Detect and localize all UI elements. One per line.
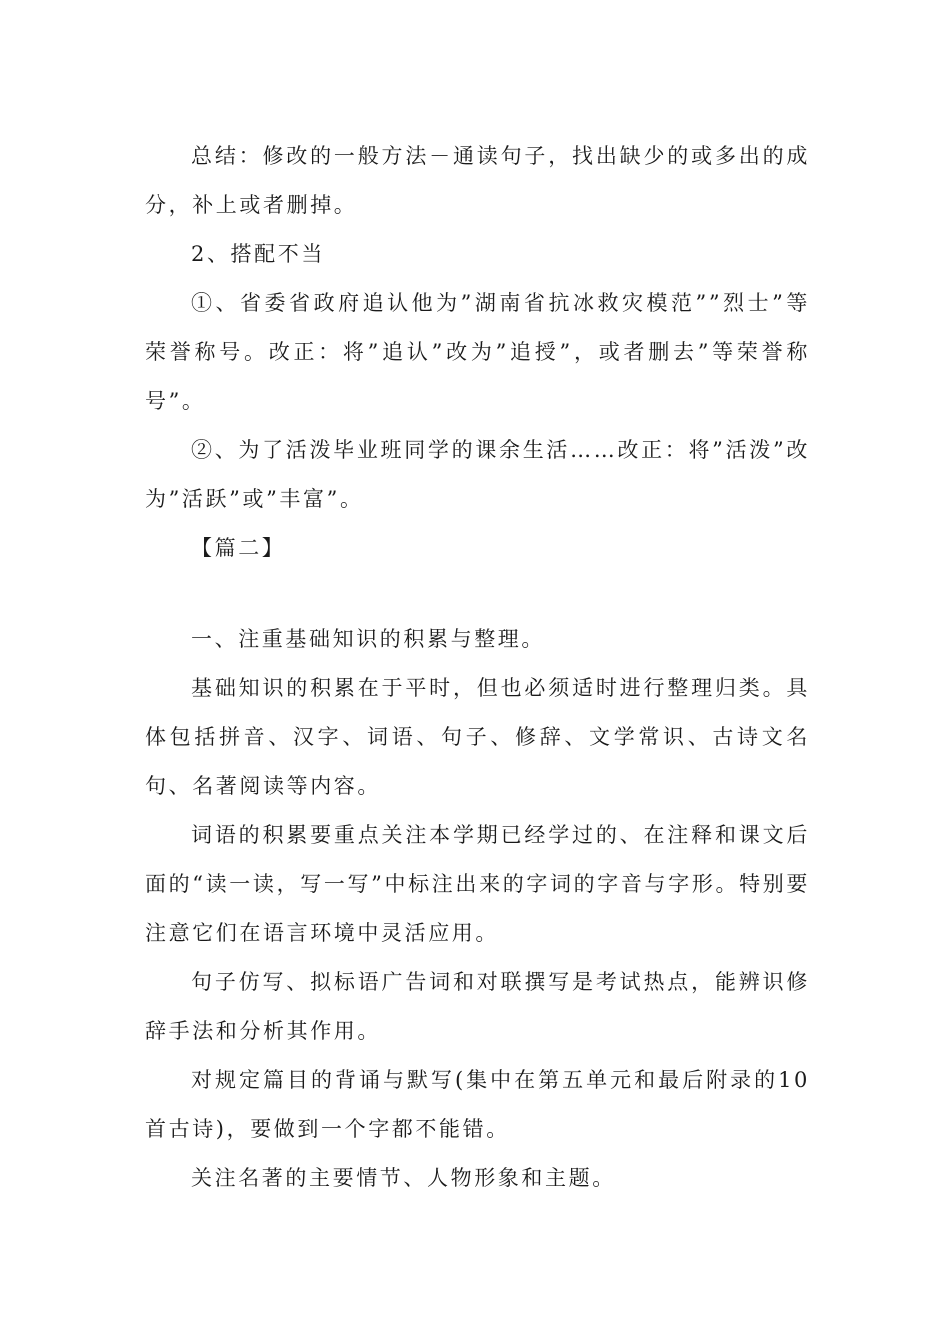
paragraph-summary: 总结：修改的一般方法－通读句子，找出缺少的或多出的成分，补上或者删掉。 [145, 144, 810, 217]
paragraph-classics: 关注名著的主要情节、人物形象和主题。 [191, 1166, 616, 1190]
section-heading: 【篇二】 [191, 536, 286, 560]
paragraph-point-1: 一、注重基础知识的积累与整理。 [191, 627, 545, 651]
paragraph-example-1: ①、省委省政府追认他为”湖南省抗冰救灾模范””烈士”等荣誉称号。改正：将”追认”改为”追授”，或者删去”等荣誉称号”。 [145, 291, 810, 413]
paragraph-recitation: 对规定篇目的背诵与默写(集中在第五单元和最后附录的10首古诗)，要做到一个字都不能错。 [145, 1068, 810, 1141]
section-gap [145, 573, 810, 615]
paragraph-heading-collocation: 2、搭配不当 [191, 242, 325, 266]
paragraph-basics: 基础知识的积累在于平时，但也必须适时进行整理归类。具体包括拼音、汉字、词语、句子、修辞、文学常识、古诗文名句、名著阅读等内容。 [145, 676, 810, 798]
document-body [145, 132, 810, 1203]
paragraph-vocabulary: 词语的积累要重点关注本学期已经学过的、在注释和课文后面的“读一读，写一写”中标注出来的字词的字音与字形。特别要注意它们在语言环境中灵活应用。 [145, 823, 810, 945]
paragraph-sentences: 句子仿写、拟标语广告词和对联撰写是考试热点，能辨识修辞手法和分析其作用。 [145, 970, 810, 1043]
paragraph-example-2: ②、为了活泼毕业班同学的课余生活……改正：将”活泼”改为”活跃”或”丰富”。 [145, 438, 810, 511]
